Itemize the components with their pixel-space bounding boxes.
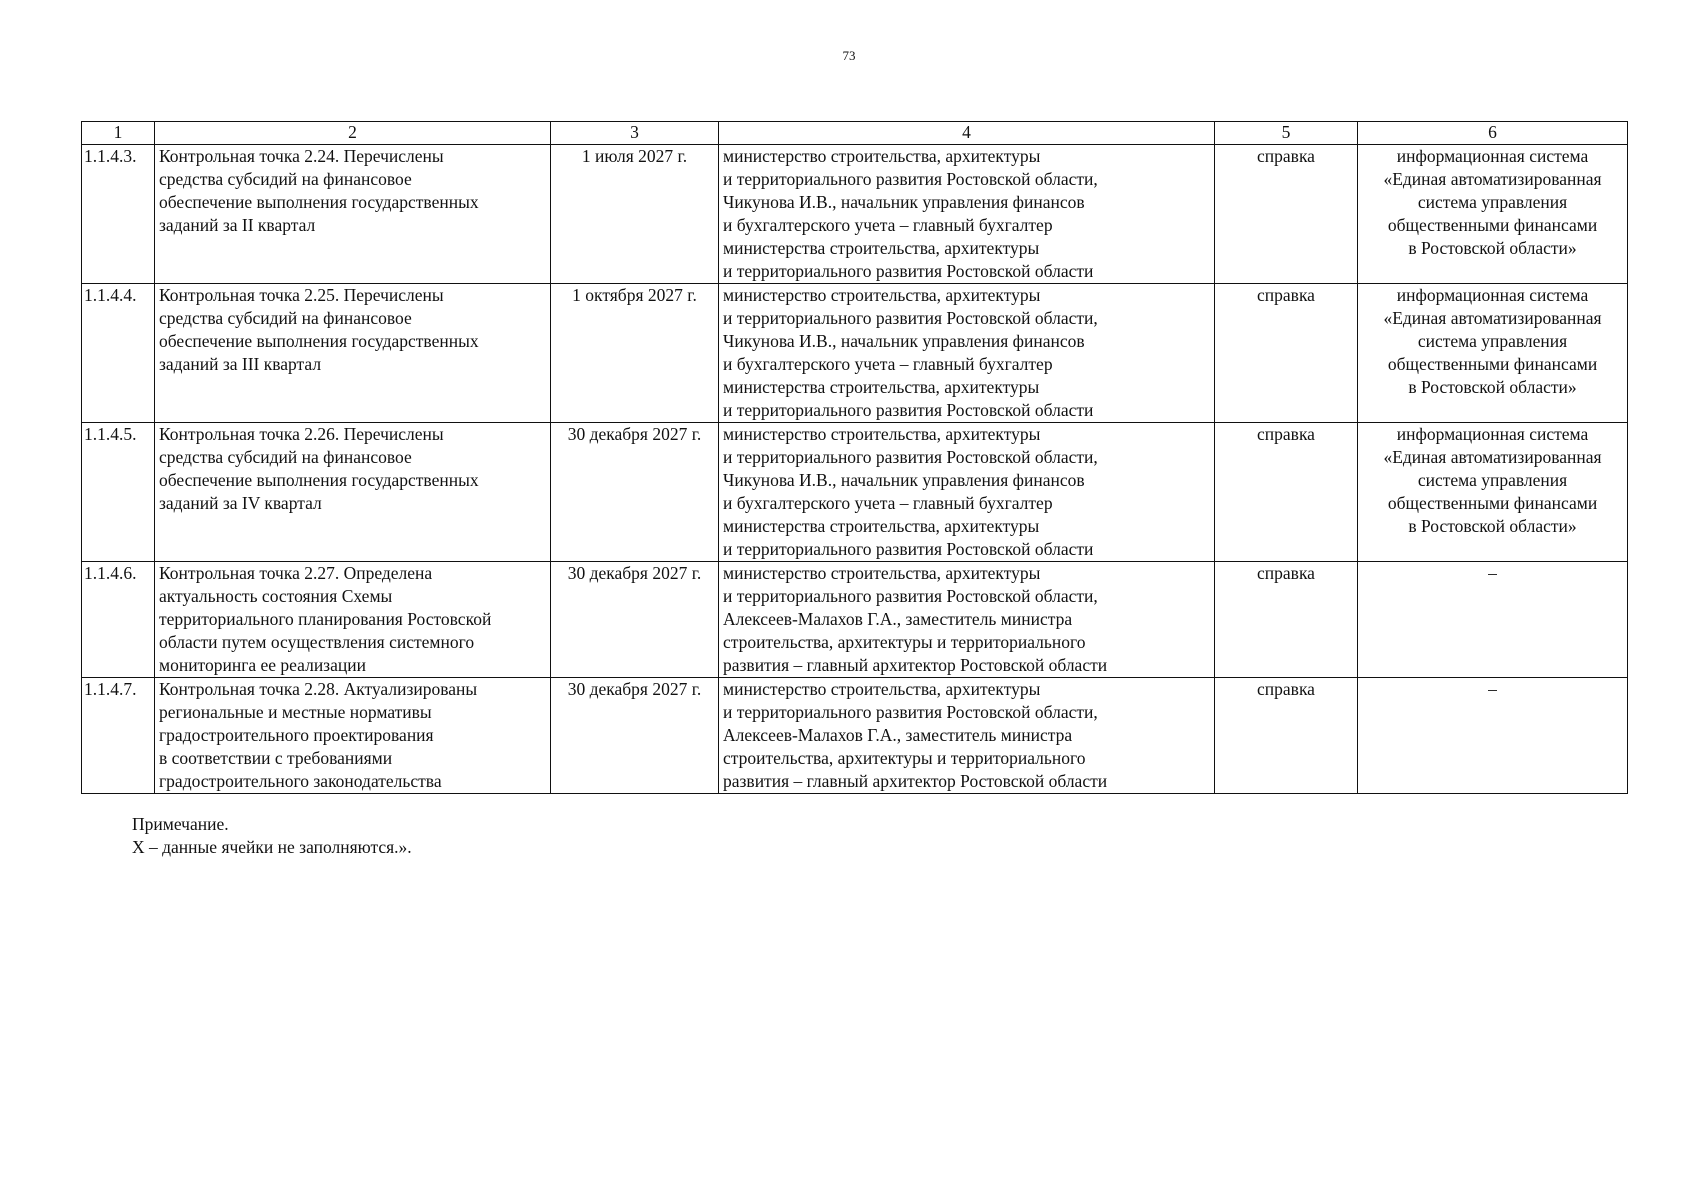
document-type: справка: [1215, 145, 1358, 284]
column-header-1: 1: [82, 122, 155, 145]
table-header-row: [82, 122, 1628, 145]
document-type: справка: [1215, 284, 1358, 423]
document-type: справка: [1215, 562, 1358, 678]
information-system: –: [1358, 562, 1628, 678]
table-row: [82, 562, 1628, 678]
row-number: 1.1.4.7.: [82, 678, 155, 794]
row-number: 1.1.4.4.: [82, 284, 155, 423]
information-system: информационная система «Единая автоматизированная система управления общественными финансами в Ростовской области»: [1358, 284, 1628, 423]
deadline-date: 30 декабря 2027 г.: [551, 562, 719, 678]
column-header-2: 2: [155, 122, 551, 145]
responsible-party: министерство строительства, архитектуры и территориального развития Ростовской области, Чикунова И.В., начальник управления финансов и бухгалтерского учета – главный бухгалтер министерства строительства, архитектуры и территориального развития Ростовской области: [719, 145, 1215, 284]
deadline-date: 1 июля 2027 г.: [551, 145, 719, 284]
column-header-3: 3: [551, 122, 719, 145]
deadline-date: 30 декабря 2027 г.: [551, 423, 719, 562]
table-row: [82, 678, 1628, 794]
deadline-date: 1 октября 2027 г.: [551, 284, 719, 423]
page-number: 73: [842, 48, 856, 63]
responsible-party: министерство строительства, архитектуры и территориального развития Ростовской области, Чикунова И.В., начальник управления финансов и бухгалтерского учета – главный бухгалтер министерства строительства, архитектуры и территориального развития Ростовской области: [719, 284, 1215, 423]
column-header-6: 6: [1358, 122, 1628, 145]
document-type: справка: [1215, 423, 1358, 562]
row-number: 1.1.4.6.: [82, 562, 155, 678]
responsible-party: министерство строительства, архитектуры и территориального развития Ростовской области, Алексеев-Малахов Г.А., заместитель министра строительства, архитектуры и территориального развития – главный архитектор Ростовской области: [719, 562, 1215, 678]
deadline-date: 30 декабря 2027 г.: [551, 678, 719, 794]
control-point-name: Контрольная точка 2.24. Перечислены средства субсидий на финансовое обеспечение выполнения государственных заданий за II квартал: [155, 145, 551, 284]
control-point-name: Контрольная точка 2.25. Перечислены средства субсидий на финансовое обеспечение выполнения государственных заданий за III квартал: [155, 284, 551, 423]
table-row: [82, 145, 1628, 284]
responsible-party: министерство строительства, архитектуры и территориального развития Ростовской области, Алексеев-Малахов Г.А., заместитель министра строительства, архитектуры и территориального развития – главный архитектор Ростовской области: [719, 678, 1215, 794]
row-number: 1.1.4.5.: [82, 423, 155, 562]
footnote: [132, 813, 412, 859]
control-points-table: [81, 121, 1628, 794]
table-row: [82, 284, 1628, 423]
note-title: Примечание.: [132, 814, 229, 834]
control-point-name: Контрольная точка 2.28. Актуализированы региональные и местные нормативы градостроительного проектирования в соответствии с требованиями градостроительного законодательства: [155, 678, 551, 794]
row-number: 1.1.4.3.: [82, 145, 155, 284]
information-system: информационная система «Единая автоматизированная система управления общественными финансами в Ростовской области»: [1358, 145, 1628, 284]
column-header-4: 4: [719, 122, 1215, 145]
responsible-party: министерство строительства, архитектуры и территориального развития Ростовской области, Чикунова И.В., начальник управления финансов и бухгалтерского учета – главный бухгалтер министерства строительства, архитектуры и территориального развития Ростовской области: [719, 423, 1215, 562]
information-system: информационная система «Единая автоматизированная система управления общественными финансами в Ростовской области»: [1358, 423, 1628, 562]
column-header-5: 5: [1215, 122, 1358, 145]
note-text: Х – данные ячейки не заполняются.».: [132, 837, 412, 857]
control-point-name: Контрольная точка 2.27. Определена актуальность состояния Схемы территориального планирования Ростовской области путем осуществления системного мониторинга ее реализации: [155, 562, 551, 678]
control-point-name: Контрольная точка 2.26. Перечислены средства субсидий на финансовое обеспечение выполнения государственных заданий за IV квартал: [155, 423, 551, 562]
document-type: справка: [1215, 678, 1358, 794]
table-row: [82, 423, 1628, 562]
information-system: –: [1358, 678, 1628, 794]
